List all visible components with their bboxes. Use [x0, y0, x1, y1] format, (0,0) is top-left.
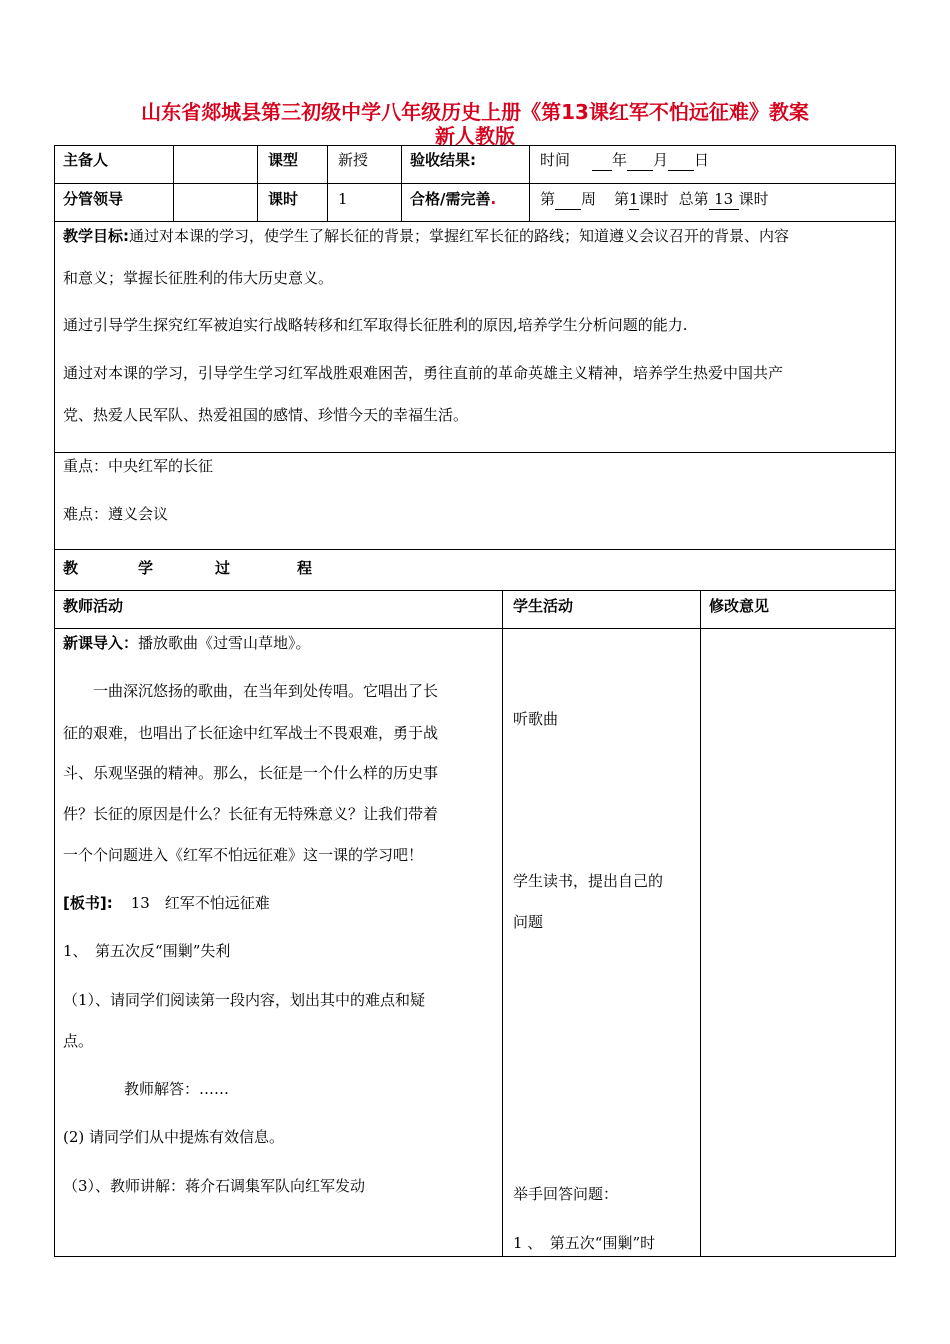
main-preparer-label: 主备人 — [63, 151, 109, 169]
process-heading-1: 教 — [63, 559, 79, 577]
intro-label: 新课导入： — [63, 634, 139, 652]
process-heading-4: 程 — [297, 559, 313, 577]
teacher-step-2: (2) 请同学们从中提炼有效信息。 — [63, 1128, 285, 1146]
lesson-suffix: 课时 — [638, 190, 669, 208]
leader-label: 分管领导 — [63, 190, 124, 208]
document-title-line1: 山东省郯城县第三初级中学八年级历史上册《第13课红军不怕远征难》教案 — [141, 100, 809, 124]
lesson-type-value: 新授 — [338, 151, 369, 169]
check-result-label: 验收结果: — [410, 151, 476, 169]
lesson-type-label: 课型 — [268, 151, 299, 169]
pass-label: 合格/需完善. — [410, 190, 497, 208]
objectives-line5: 党、热爱人民军队、热爱祖国的感情、珍惜今天的幸福生活。 — [63, 406, 469, 424]
lesson-count-field — [540, 189, 769, 210]
difficulty-point: 难点：遵义会议 — [63, 505, 169, 523]
teacher-step-1: （1）、请同学们阅读第一段内容，划出其中的难点和疑 — [63, 991, 426, 1009]
teacher-para-5: 一个个问题进入《红军不怕远征难》这一课的学习吧！ — [63, 846, 424, 864]
total-suffix: 课时 — [738, 190, 769, 208]
intro-line: 新课导入：播放歌曲《过雪山草地》。 — [63, 634, 311, 652]
revision-column-header: 修改意见 — [709, 597, 770, 615]
section-1-heading: 1、 第五次反“围剿”失利 — [63, 942, 231, 960]
week-suffix: 周 — [581, 190, 597, 208]
hours-value: 1 — [338, 190, 348, 208]
document-title-line2: 新人教版 — [435, 124, 515, 148]
student-activity-1: 听歌曲 — [513, 710, 559, 728]
teacher-para-4: 件？长征的原因是什么？长征有无特殊意义？让我们带着 — [63, 805, 439, 823]
teacher-para-3: 斗、乐观坚强的精神。那么，长征是一个什么样的历史事 — [63, 764, 439, 782]
total-number: 13 — [709, 189, 739, 210]
day-label: 日 — [694, 151, 710, 169]
month-label: 月 — [653, 151, 669, 169]
teacher-step-3: （3）、教师讲解：蒋介石调集军队向红军发动 — [63, 1177, 366, 1195]
teacher-answer: 教师解答：…… — [124, 1080, 230, 1098]
process-heading-2: 学 — [138, 559, 154, 577]
student-activity-2: 学生读书，提出自己的 — [513, 872, 664, 890]
teacher-column-header: 教师活动 — [63, 597, 124, 615]
teacher-step-1-cont: 点。 — [63, 1032, 94, 1050]
date-field — [540, 150, 709, 171]
process-heading-3: 过 — [215, 559, 231, 577]
student-activity-5: 1 、 第五次“围剿”时 — [513, 1234, 656, 1252]
hours-label: 课时 — [268, 190, 299, 208]
lesson-number: 1 — [629, 190, 639, 208]
objectives-line2: 和意义；掌握长征胜利的伟大历史意义。 — [63, 269, 334, 287]
objectives-line4: 通过对本课的学习，引导学生学习红军战胜艰难困苦，勇往直前的革命英雄主义精神，培养学生热爱中国共产 — [63, 364, 784, 382]
teacher-para-1: 一曲深沉悠扬的歌曲，在当年到处传唱。它唱出了长 — [93, 682, 439, 700]
time-label: 时间 — [540, 151, 571, 169]
week-prefix: 第 — [540, 190, 556, 208]
student-activity-3: 问题 — [513, 913, 544, 931]
lesson-prefix: 第 — [614, 190, 630, 208]
board-label: [板书]: — [63, 894, 113, 912]
board-line: [板书]: 13 红军不怕远征难 — [63, 894, 270, 912]
teacher-para-2: 征的艰难，也唱出了长征途中红军战士不畏艰难，勇于战 — [63, 724, 439, 742]
student-column-header: 学生活动 — [513, 597, 574, 615]
focus-point: 重点：中央红军的长征 — [63, 457, 214, 475]
total-prefix: 总第 — [678, 190, 709, 208]
student-activity-4: 举手回答问题： — [513, 1185, 619, 1203]
objectives-label: 教学目标: — [63, 227, 129, 245]
objectives-line1: 教学目标:通过对本课的学习，使学生了解长征的背景；掌握红军长征的路线；知道遵义会议召开的背景、内容 — [63, 227, 790, 245]
year-label: 年 — [612, 151, 628, 169]
objectives-line3: 通过引导学生探究红军被迫实行战略转移和红军取得长征胜利的原因,培养学生分析问题的能力. — [63, 316, 688, 334]
